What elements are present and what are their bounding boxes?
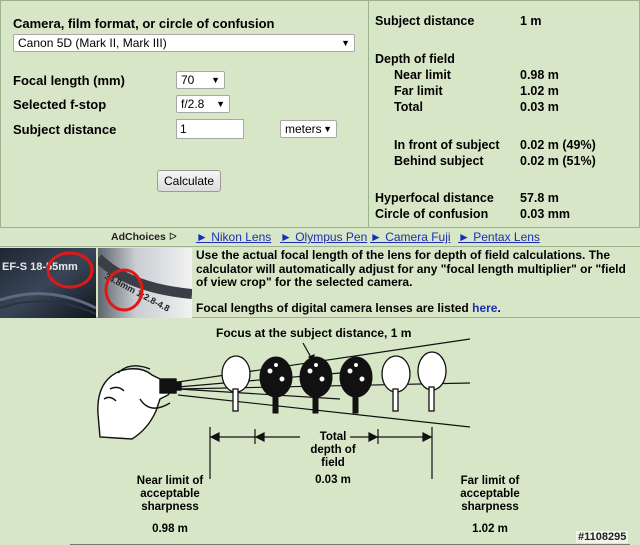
total-dof-label [300,431,366,470]
ad-link-olympus-pen[interactable]: ► Olympus Pen [280,230,368,244]
camera-label: Camera, film format, or circle of confusion [13,16,275,31]
chevron-down-icon: ▼ [211,75,220,85]
result-dof-label: Depth of field [375,52,455,66]
far-limit-line-3: sharpness [461,501,519,513]
focus-label: Focus at the subject distance, 1 m [216,326,412,340]
total-dof-line-1: Total [319,431,347,443]
far-limit-label [440,475,540,514]
result-subject-distance-label: Subject distance [375,14,475,28]
result-near-label: Near limit [394,68,451,82]
info-paragraph-1: Use the actual focal length of the lens for depth of field calculations. The calculator will automatically adjust for any "focal length multiplier" or "field of view crop" for the selected camera. [196,248,626,290]
ad-link-nikon-lens[interactable]: ► Nikon Lens [196,230,272,244]
focal-length-label: Focal length (mm) [13,73,125,88]
lens1-text: EF-S 18-55mm [2,261,78,273]
info-paragraph-2-end: . [497,301,501,315]
panel-divider [368,1,369,229]
ad-link-pentax-lens[interactable]: ► Pentax Lens [458,230,540,244]
chevron-down-icon: ▼ [323,124,332,134]
lens-photo-34-8 [98,248,192,318]
result-behind-value: 0.02 m (51%) [520,154,596,168]
camera-select-value: Canon 5D (Mark II, Mark III) [18,36,167,50]
result-hyperfocal-label: Hyperfocal distance [375,191,494,205]
unit-value: meters [285,122,322,136]
fstop-select[interactable] [176,95,230,113]
subject-distance-label: Subject distance [13,122,117,137]
adchoices-label[interactable] [111,231,177,243]
calculate-button[interactable]: Calculate [157,170,221,192]
result-front-label: In front of subject [394,138,500,152]
calculator-panel [0,0,640,228]
ad-link-camera-fuji[interactable]: ► Camera Fuji [370,230,451,244]
result-behind-label: Behind subject [394,154,484,168]
unit-select[interactable] [280,120,337,138]
watermark: #1108295 [578,531,627,543]
focal-length-value: 70 [181,73,195,87]
adchoices-text: AdChoices [111,231,166,243]
subject-distance-input[interactable]: 1 [176,119,244,139]
camera-select[interactable] [13,34,355,52]
far-limit-value: 1.02 m [472,523,508,535]
fstop-label: Selected f-stop [13,97,107,112]
total-dof-value: 0.03 m [315,474,351,486]
ad-links-bar [0,228,640,246]
here-link[interactable]: here [472,301,498,315]
total-dof-line-3: field [321,457,345,469]
result-hyperfocal-value: 57.8 m [520,191,559,205]
chevron-down-icon: ▼ [216,99,225,109]
near-limit-line-1: Near limit of [136,475,204,487]
total-dof-line-2: depth of [310,444,356,456]
result-far-value: 1.02 m [520,84,559,98]
result-far-label: Far limit [394,84,443,98]
near-limit-line-3: sharpness [141,501,199,513]
info-paragraph-2 [196,302,634,316]
result-front-value: 0.02 m (49%) [520,138,596,152]
lens2-text: 34.8mm 1:2.8-4.8 [103,270,172,314]
near-limit-value: 0.98 m [152,523,188,535]
result-total-label: Total [394,100,423,114]
result-subject-distance-value: 1 m [520,14,542,28]
near-limit-line-2: acceptable [140,488,200,500]
chevron-down-icon: ▼ [341,38,350,48]
result-coc-value: 0.03 mm [520,207,571,221]
far-limit-line-2: acceptable [460,488,520,500]
focal-length-select[interactable] [176,71,225,89]
lens-photo-18-55 [0,248,96,318]
result-near-value: 0.98 m [520,68,559,82]
adchoices-icon: ᐅ [168,231,177,243]
fstop-value: f/2.8 [181,97,205,111]
near-limit-label [120,475,220,514]
info-paragraph-2-text: Focal lengths of digital camera lenses are listed [196,301,469,315]
dof-diagram [0,319,640,545]
far-limit-line-1: Far limit of [460,475,520,487]
info-section [0,246,640,318]
result-total-value: 0.03 m [520,100,559,114]
result-coc-label: Circle of confusion [375,207,489,221]
